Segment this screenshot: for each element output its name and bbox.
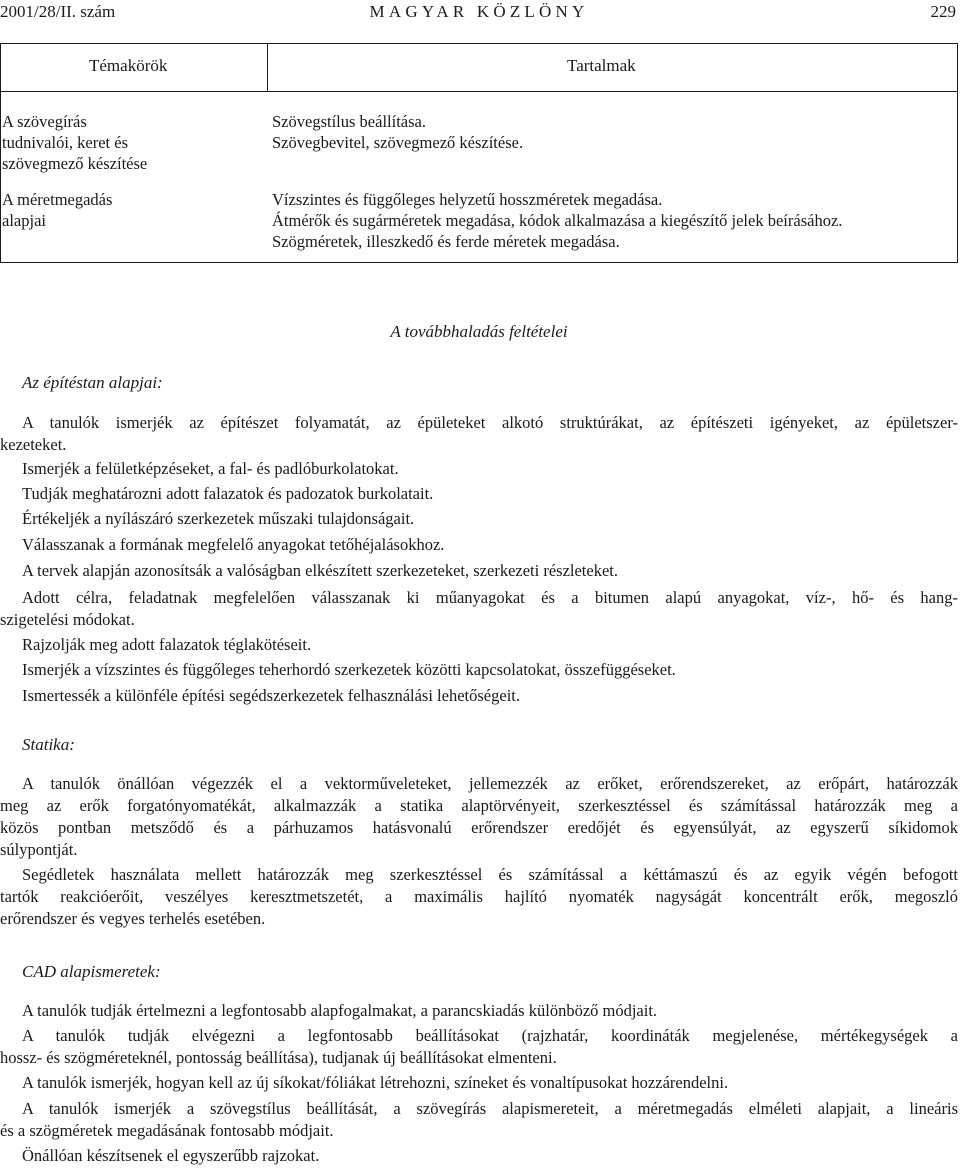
paragraph: A tanulók önállóan végezzék el a vektorműveleteket, jellemezzék az erőket, erőrendszereket, az erőpárt, határozzák meg az erők forgatónyomatékát, alkalmazzák a statika alaptörvényeit, szerkesztéssel és számítással határozzák meg a közös pontban metsződő és a párhuzamos hatásvonalú erőrendszer eredőjét és egyensúlyát, az egyszerű síkidomok súlypontját. [0,774,958,859]
table-header-divider [1,91,957,92]
table-row-content: Szövegstílus beállítása. Szövegbevitel, szövegmező készítése. [272,112,524,152]
paragraph: Rajzolják meg adott falazatok téglakötéseit. [22,635,312,654]
paragraph: A tanulók ismerjék az építészet folyamatát, az épületeket alkotó struktúrákat, az építészeti igényeket, az épületszer- kezeteket. [0,413,958,454]
paragraph: A tanulók ismerjék a szövegstílus beállítását, a szövegírás alapismereteit, a méretmegadás elméleti alapjait, a lineáris és a szögméretek megadásának fontosabb módjait. [0,1099,958,1140]
column-header-contents: Tartalmak [567,56,636,75]
table-row-topic: A szövegírás tudnivalói, keret és szövegmező készítése [2,112,148,173]
journal-title: MAGYAR KÖZLÖNY [369,2,589,21]
section-heading-building: Az építéstan alapjai: [22,373,163,392]
column-header-topics: Témakörök [89,56,168,75]
section-heading-cad: CAD alapismeretek: [22,962,161,981]
paragraph: Értékeljék a nyílászáró szerkezetek műszaki tulajdonságait. [22,509,415,528]
paragraph: A tervek alapján azonosítsák a valóságban elkészített szerkezeteket, szerkezeti részleteket. [22,561,618,580]
paragraph: Ismertessék a különféle építési segédszerkezetek felhasználási lehetőségeit. [22,686,520,705]
paragraph: Ismerjék a vízszintes és függőleges teherhordó szerkezetek közötti kapcsolatokat, összefüggéseket. [22,660,676,679]
paragraph: A tanulók tudják elvégezni a legfontosabb beállításokat (rajzhatár, koordináták megjelenése, mértékegységek a hossz- és szögméreteknél, pontosság beállítása), tudjanak új beállításokat elmenteni. [0,1026,958,1067]
paragraph: Segédletek használata mellett határozzák meg szerkesztéssel és számítással a kéttámaszú és az egyik végén befogott tartók reakcióerőit, veszélyes keresztmetszetét, a maximális hajlító nyomaték nagyságát koncentrált erők, megoszló erőrendszer és vegyes terhelés esetében. [0,865,958,928]
section-heading-statics: Statika: [22,735,75,754]
paragraph: Válasszanak a formának megfelelő anyagokat tetőhéjalásokhoz. [22,535,445,554]
table-column-divider [267,44,268,91]
issue-number: 2001/28/II. szám [0,2,116,21]
paragraph: Önállóan készítsenek el egyszerűbb rajzokat. [22,1146,320,1165]
paragraph: A tanulók tudják értelmezni a legfontosabb alapfogalmakat, a parancskiadás különböző módjait. [22,1001,658,1020]
paragraph: Ismerjék a felületképzéseket, a fal- és padlóburkolatokat. [22,459,399,478]
progression-requirements-title: A továbbhaladás feltételei [390,322,568,341]
paragraph: Tudják meghatározni adott falazatok és padozatok burkolatait. [22,484,434,503]
table-row-content: Vízszintes és függőleges helyzetű hosszméretek megadása. Átmérők és sugárméretek megadása, kódok alkalmazása a kiegészítő jelek beírásához. Szögméretek, illeszkedő és ferde méretek megadása. [272,190,843,251]
table-row-topic: A méretmegadás alapjai [2,190,113,230]
paragraph: Adott célra, feladatnak megfelelően válasszanak ki műanyagokat és a bitumen alapú anyagokat, víz-, hő- és hang- szigetelési módokat. [0,588,958,629]
topics-table [0,43,958,263]
paragraph: A tanulók ismerjék, hogyan kell az új síkokat/fóliákat létrehozni, színeket és vonaltípusokat hozzárendelni. [22,1073,729,1092]
page-header [0,2,958,26]
page-number: 229 [930,2,956,21]
